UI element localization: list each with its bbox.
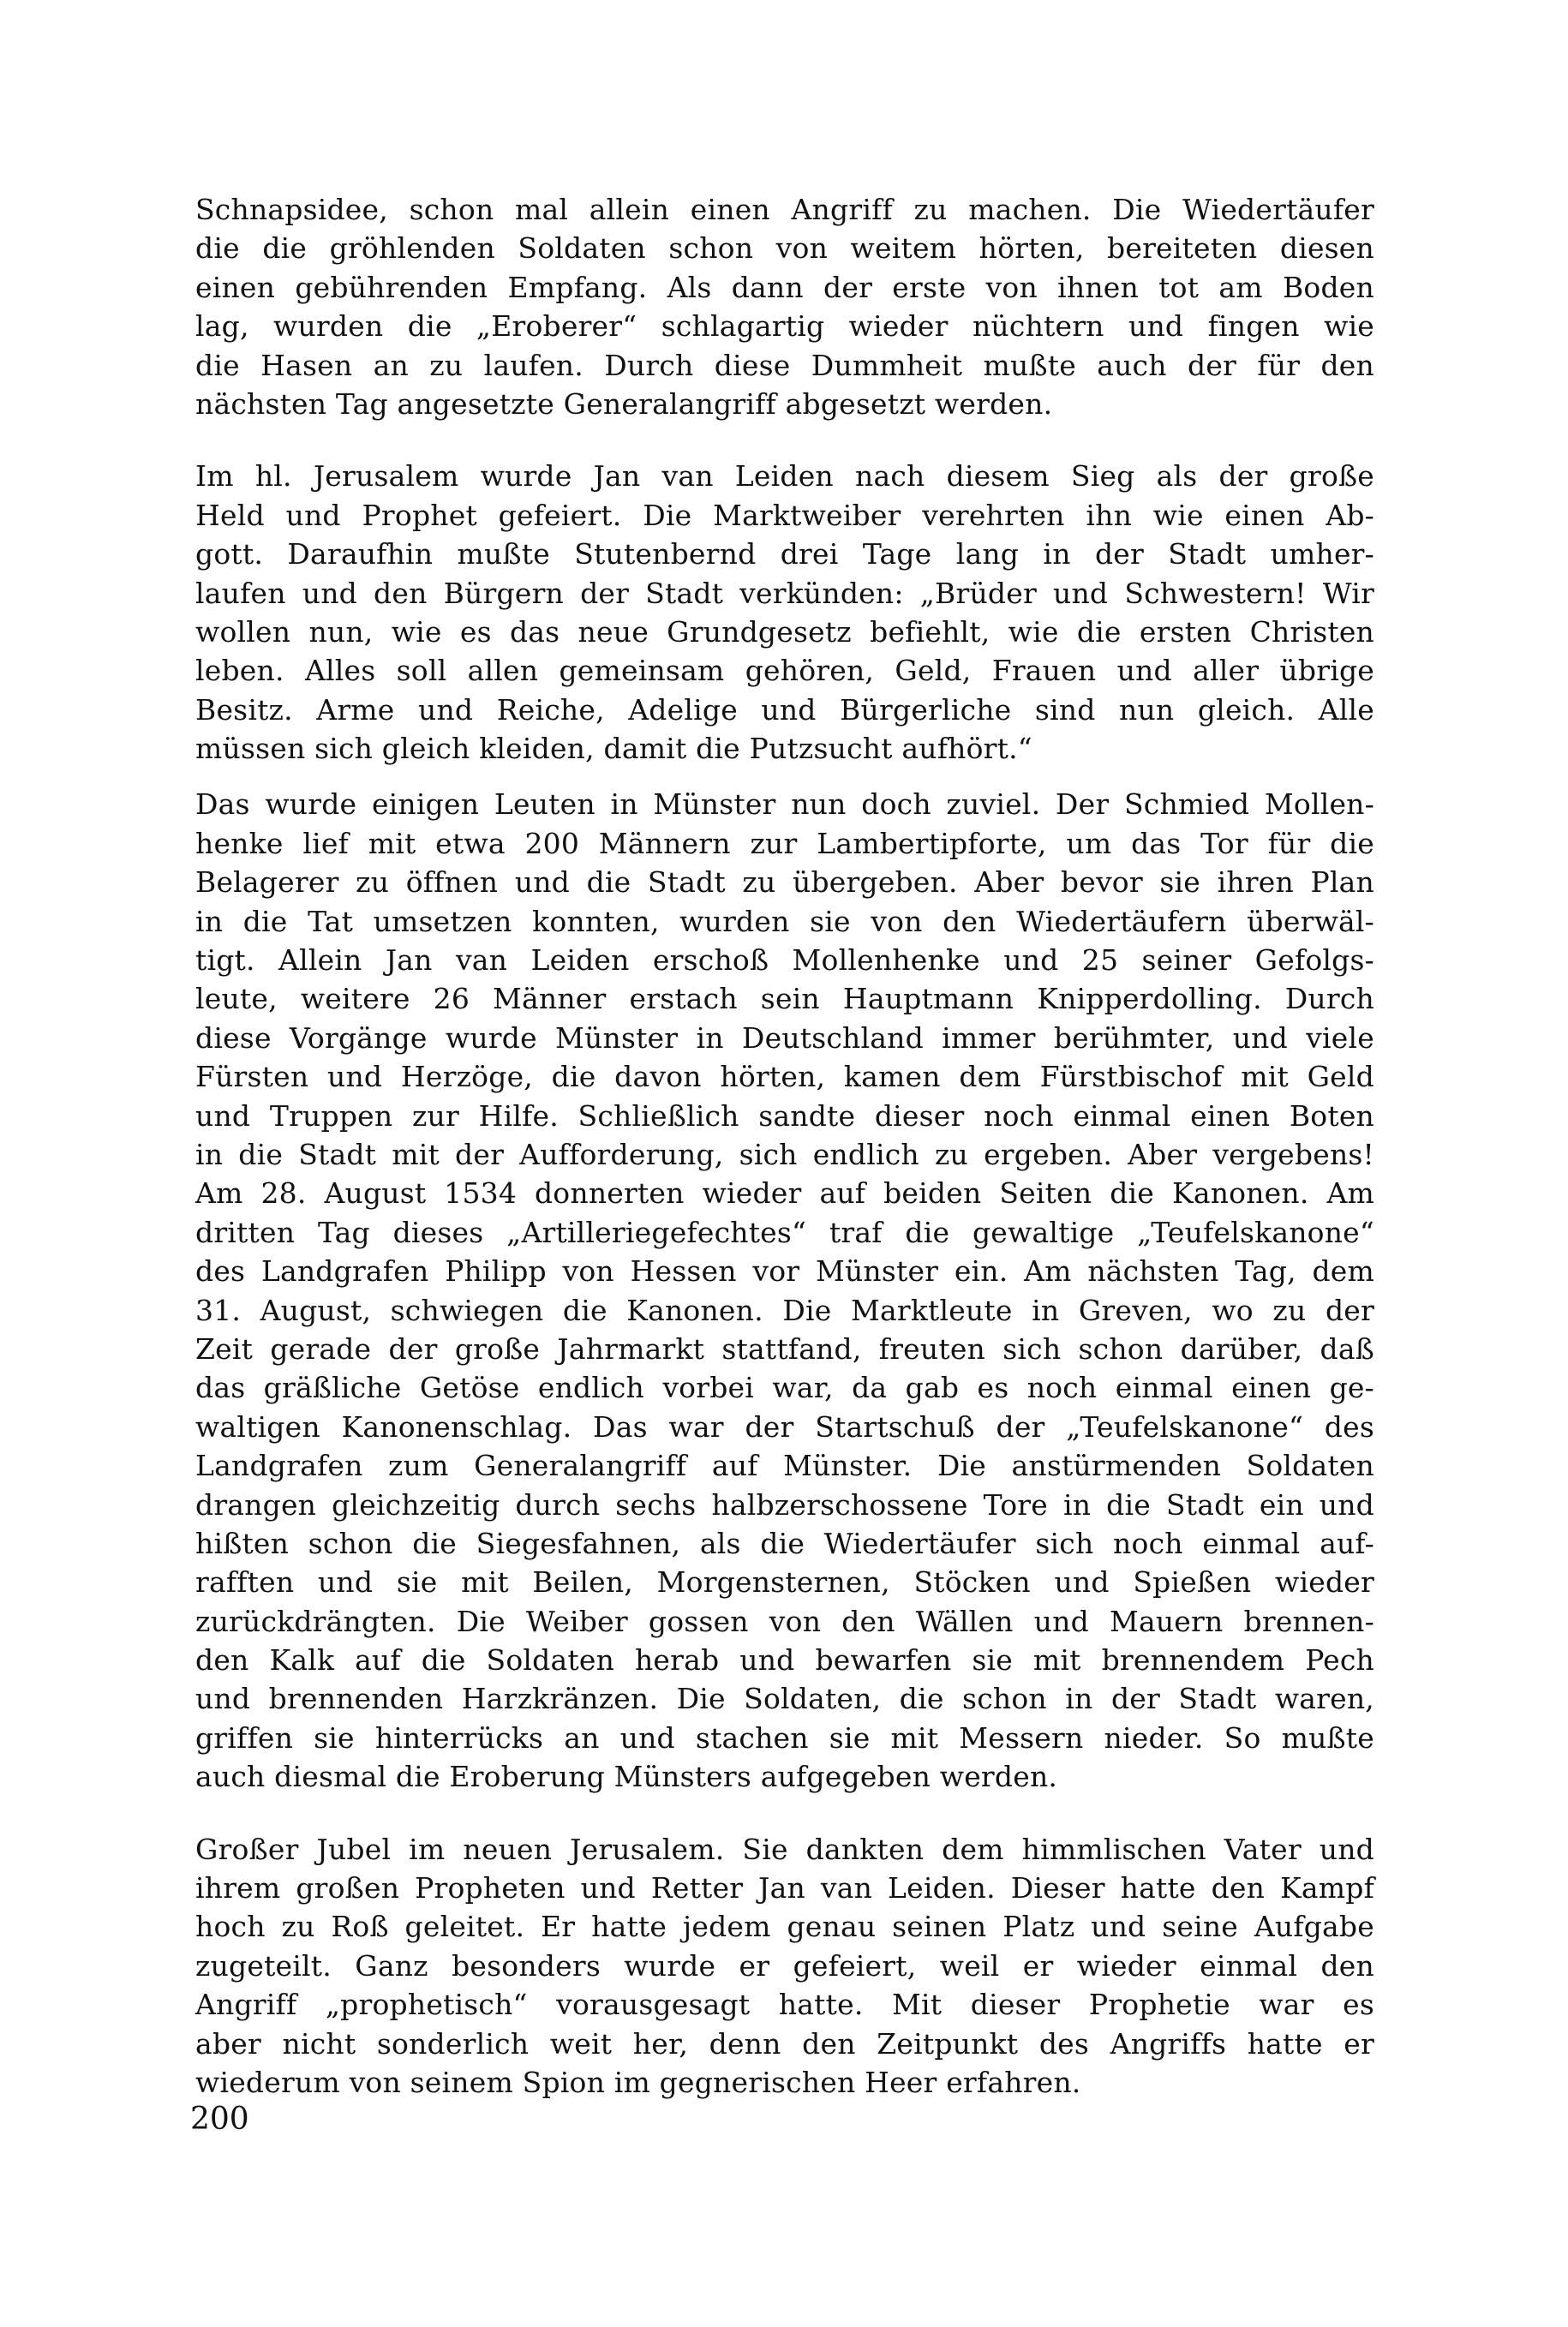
text-line: müssen sich gleich kleiden, damit die Putzsucht aufhört.“	[195, 732, 1032, 766]
text-line: Besitz. Arme und Reiche, Adelige und Bürgerliche sind nun gleich. Alle	[195, 692, 1374, 727]
text-line: aber nicht sonderlich weit her, denn den Zeitpunkt des Angriffs hatte er	[195, 2026, 1374, 2061]
text-line: ihrem großen Propheten und Retter Jan van Leiden. Dieser hatte den Kampf	[195, 1871, 1374, 1905]
text-line: Im hl. Jerusalem wurde Jan van Leiden nach diesem Sieg als der große	[195, 459, 1374, 494]
text-line: 31. August, schwiegen die Kanonen. Die Marktleute in Greven, wo zu der	[195, 1293, 1374, 1327]
text-line: hoch zu Roß geleitet. Er hatte jedem genau seinen Platz und seine Aufgabe	[195, 1910, 1374, 1944]
text-line: leben. Alles soll allen gemeinsam gehören, Geld, Frauen und aller übrige	[195, 654, 1374, 688]
text-line: einen gebührenden Empfang. Als dann der erste von ihnen tot am Boden	[195, 270, 1374, 304]
text-line: tigt. Allein Jan van Leiden erschoß Mollenhenke und 25 seiner Gefolgs-	[195, 943, 1374, 978]
paragraph-spacer	[195, 1797, 1374, 1830]
text-line: die Hasen an zu laufen. Durch diese Dummheit mußte auch der für den	[195, 348, 1374, 382]
paragraph-3	[195, 785, 1374, 1796]
text-line: und Truppen zur Hilfe. Schließlich sandte dieser noch einmal einen Boten	[195, 1098, 1374, 1133]
text-line: nächsten Tag angesetzte Generalangriff abgesetzt werden.	[195, 386, 1053, 421]
paragraph-1	[195, 190, 1374, 423]
text-line: auch diesmal die Eroberung Münsters aufgegeben werden.	[195, 1760, 1058, 1794]
book-page-text	[195, 190, 1374, 2102]
text-line: des Landgrafen Philipp von Hessen vor Münster ein. Am nächsten Tag, dem	[195, 1254, 1374, 1289]
paragraph-spacer	[195, 768, 1374, 785]
text-line: wollen nun, wie es das neue Grundgesetz befiehlt, wie die ersten Christen	[195, 614, 1374, 649]
text-line: Zeit gerade der große Jahrmarkt stattfand, freuten sich schon darüber, daß	[195, 1331, 1374, 1366]
text-line: Landgrafen zum Generalangriff auf Münster. Die anstürmenden Soldaten	[195, 1449, 1374, 1483]
text-line: diese Vorgänge wurde Münster in Deutschland immer berühmter, und viele	[195, 1020, 1374, 1055]
paragraph-spacer	[195, 423, 1374, 457]
text-line: gott. Daraufhin mußte Stutenbernd drei Tage lang in der Stadt umher-	[195, 537, 1374, 571]
text-line: Angriff „prophetisch“ vorausgesagt hatte. Mit dieser Prophetie war es	[195, 1988, 1374, 2022]
text-line: das gräßliche Getöse endlich vorbei war, da gab es noch einmal einen ge-	[195, 1371, 1374, 1405]
text-line: die die gröhlenden Soldaten schon von weitem hörten, bereiteten diesen	[195, 231, 1374, 266]
text-line: leute, weitere 26 Männer erstach sein Hauptmann Knipperdolling. Durch	[195, 982, 1374, 1016]
paragraph-4	[195, 1830, 1374, 2103]
text-line: Das wurde einigen Leuten in Münster nun doch zuviel. Der Schmied Mollen-	[195, 787, 1374, 822]
text-line: zugeteilt. Ganz besonders wurde er gefeiert, weil er wieder einmal den	[195, 1948, 1374, 1983]
paragraph-2	[195, 457, 1374, 768]
text-line: laufen und den Bürgern der Stadt verkünden: „Brüder und Schwestern! Wir	[195, 576, 1374, 610]
text-line: Großer Jubel im neuen Jerusalem. Sie dankten dem himmlischen Vater und	[195, 1832, 1374, 1866]
text-line: griffen sie hinterrücks an und stachen sie mit Messern nieder. So mußte	[195, 1720, 1374, 1755]
text-line: henke lief mit etwa 200 Männern zur Lambertipforte, um das Tor für die	[195, 826, 1374, 860]
text-line: in die Stadt mit der Aufforderung, sich endlich zu ergeben. Aber vergebens!	[195, 1137, 1374, 1171]
text-line: Belagerer zu öffnen und die Stadt zu übergeben. Aber bevor sie ihren Plan	[195, 865, 1374, 900]
text-line: drangen gleichzeitig durch sechs halbzerschossene Tore in die Stadt ein und	[195, 1487, 1374, 1522]
text-line: wiederum von seinem Spion im gegnerischen Heer erfahren.	[195, 2065, 1081, 2099]
text-line: Schnapsidee, schon mal allein einen Angriff zu machen. Die Wiedertäufer	[195, 193, 1374, 226]
text-line: Fürsten und Herzöge, die davon hörten, kamen dem Fürstbischof mit Geld	[195, 1060, 1374, 1094]
text-line: waltigen Kanonenschlag. Das war der Startschuß der „Teufelskanone“ des	[195, 1409, 1374, 1444]
text-line: in die Tat umsetzen konnten, wurden sie von den Wiedertäufern überwäl-	[195, 904, 1374, 938]
text-line: zurückdrängten. Die Weiber gossen von den Wällen und Mauern brennen-	[195, 1604, 1374, 1638]
text-line: Am 28. August 1534 donnerten wieder auf beiden Seiten die Kanonen. Am	[195, 1176, 1374, 1211]
text-line: hißten schon die Siegesfahnen, als die Wiedertäufer sich noch einmal auf-	[195, 1526, 1374, 1560]
text-line: und brennenden Harzkränzen. Die Soldaten, die schon in der Stadt waren,	[195, 1682, 1374, 1716]
text-line: Held und Prophet gefeiert. Die Marktweiber verehrten ihn wie einen Ab-	[195, 498, 1374, 532]
text-line: rafften und sie mit Beilen, Morgensternen, Stöcken und Spießen wieder	[195, 1565, 1374, 1600]
text-line: dritten Tag dieses „Artilleriegefechtes“ traf die gewaltige „Teufelskanone“	[195, 1215, 1374, 1249]
page-number: 200	[190, 2102, 249, 2137]
text-line: den Kalk auf die Soldaten herab und bewarfen sie mit brennendem Pech	[195, 1643, 1374, 1678]
text-line: lag, wurden die „Eroberer“ schlagartig wieder nüchtern und fingen wie	[195, 309, 1374, 344]
